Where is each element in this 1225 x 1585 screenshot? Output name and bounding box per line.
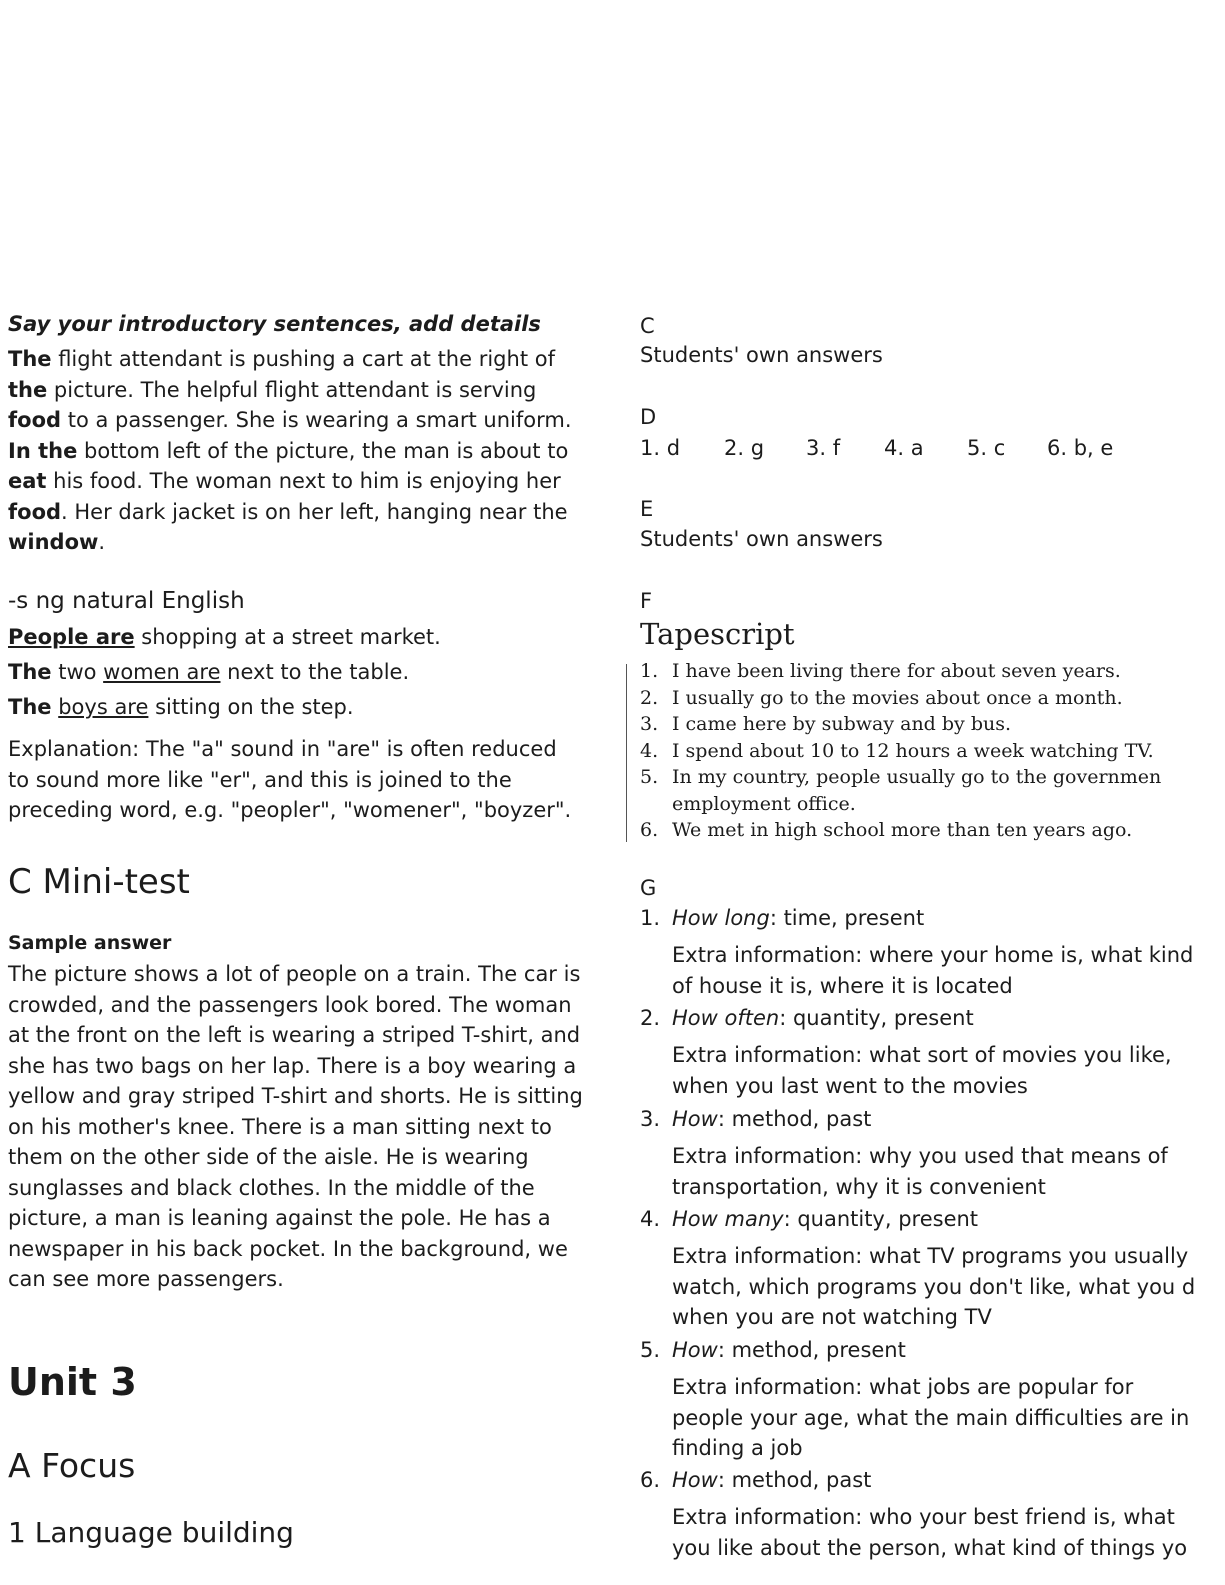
- minitest-heading: [8, 862, 190, 902]
- tape-number: 4.: [640, 739, 659, 762]
- g-extra: [672, 1040, 1172, 1101]
- g-item: [640, 1006, 974, 1030]
- natural-example-1: [8, 625, 441, 649]
- intro-line: [8, 344, 572, 375]
- natural-rest: sitting on the step.: [148, 695, 354, 719]
- g-rest: : method, past: [717, 1468, 872, 1492]
- g-item: [640, 1207, 978, 1231]
- intro-line: [8, 527, 572, 558]
- g-number: 3.: [640, 1107, 661, 1131]
- intro-line: [8, 466, 572, 497]
- g-extra-line: Extra information: what jobs are popular for: [672, 1375, 1134, 1399]
- g-item: [640, 1338, 906, 1362]
- language-building-heading: 1 Language building: [8, 1516, 294, 1549]
- tape-text: We met in high school more than ten years ago.: [672, 819, 1133, 841]
- intro-lead: window: [8, 530, 99, 554]
- tape-line: [640, 685, 1161, 712]
- intro-rest: picture. The helpful flight attendant is serving: [47, 377, 537, 402]
- natural-lead: The: [8, 660, 52, 684]
- intro-rest: bottom left of the picture, the man is about to: [77, 438, 569, 463]
- natural-rest: next to the table.: [220, 660, 410, 684]
- natural-mid: two: [51, 660, 104, 684]
- tape-number: 1.: [640, 660, 659, 682]
- g-item: [640, 906, 924, 930]
- g-question: How many: [672, 1207, 784, 1231]
- tapescript-list: [640, 658, 1161, 844]
- intro-line: [8, 497, 572, 528]
- g-question: How: [672, 1107, 718, 1131]
- intro-paragraph: [8, 344, 572, 558]
- tape-line: [640, 764, 1161, 791]
- sample-line: can see more passengers.: [8, 1267, 284, 1291]
- section-g-label: G: [640, 876, 657, 900]
- tape-line: [640, 711, 1161, 738]
- sample-line: The picture shows a lot of people on a train. The car is: [8, 962, 581, 986]
- sample-line: crowded, and the passengers look bored. The woman: [8, 992, 572, 1017]
- natural-english-heading: -s ng natural English: [8, 588, 245, 614]
- intro-line: [8, 375, 572, 406]
- g-extra-line: when you are not watching TV: [672, 1305, 992, 1329]
- g-extra-line: finding a job: [672, 1436, 803, 1460]
- answer-item: 3. f: [806, 436, 841, 460]
- tape-text: I have been living there for about seven years.: [672, 660, 1121, 682]
- intro-rest: his food. The woman next to him is enjoying her: [46, 469, 561, 493]
- answer-item: 5. c: [967, 436, 1006, 460]
- g-question: How often: [672, 1006, 780, 1030]
- natural-example-3: [8, 695, 354, 719]
- tape-text: In my country, people usually go to the governmen: [672, 766, 1162, 788]
- g-number: 2.: [640, 1006, 661, 1030]
- natural-lead: The: [8, 695, 52, 719]
- tapescript-rule: [626, 664, 627, 842]
- answer-item: 4. a: [884, 436, 924, 460]
- natural-underlined: People are: [8, 625, 135, 649]
- explanation: [8, 734, 571, 826]
- sample-line: sunglasses and black clothes. In the middle of the: [8, 1175, 535, 1200]
- g-number: 5.: [640, 1338, 661, 1362]
- focus-heading: A Focus: [8, 1446, 136, 1485]
- g-extra: [672, 1141, 1168, 1202]
- intro-lead: food: [8, 408, 62, 432]
- sample-answer-paragraph: [8, 959, 583, 1295]
- explanation-line: Explanation: The "a" sound in "are" is often reduced: [8, 737, 557, 761]
- g-question: How: [672, 1468, 718, 1492]
- intro-rest: to a passenger. She is wearing a smart uniform.: [61, 408, 572, 432]
- answer-item: 1. d: [640, 436, 681, 460]
- intro-line: [8, 436, 572, 467]
- intro-line: [8, 405, 572, 436]
- minitest-heading-text: C Mini-test: [8, 862, 190, 902]
- sample-line: them on the other side of the aisle. He is wearing: [8, 1145, 529, 1169]
- natural-rest: shopping at a street market.: [134, 625, 441, 649]
- sample-line: newspaper in his back pocket. In the background, we: [8, 1236, 568, 1261]
- tape-number: 2.: [640, 686, 659, 709]
- intro-lead: food: [8, 499, 62, 524]
- intro-rest: .: [98, 530, 106, 554]
- g-extra: [672, 1372, 1189, 1464]
- intro-rest: . Her dark jacket is on her left, hanging near the: [61, 499, 568, 524]
- g-rest: : method, present: [717, 1338, 906, 1362]
- g-extra: [672, 1241, 1195, 1333]
- section-e-label: E: [640, 497, 654, 521]
- section-c-label: C: [640, 314, 655, 338]
- g-extra-line: transportation, why it is convenient: [672, 1174, 1046, 1199]
- sample-line: she has two bags on her lap. There is a boy wearing a: [8, 1053, 577, 1078]
- g-extra: [672, 940, 1193, 1001]
- tape-line: [640, 738, 1161, 765]
- g-extra-line: people your age, what the main difficulties are in: [672, 1405, 1190, 1430]
- g-extra-line: Extra information: why you used that means of: [672, 1144, 1168, 1168]
- g-rest: : quantity, present: [783, 1207, 979, 1231]
- g-question: How long: [672, 906, 770, 930]
- sample-answer-label: Sample answer: [8, 932, 172, 954]
- section-d-answers: [640, 436, 1113, 460]
- section-f-label: F: [640, 589, 653, 613]
- g-number: 6.: [640, 1468, 661, 1492]
- tape-number: 6.: [640, 819, 659, 841]
- g-extra: [672, 1502, 1187, 1563]
- g-number: 1.: [640, 906, 661, 930]
- explanation-line: to sound more like "er", and this is joined to the: [8, 767, 512, 792]
- g-extra-line: Extra information: what TV programs you usually: [672, 1244, 1189, 1268]
- answer-item: 2. g: [724, 436, 765, 460]
- g-number: 4.: [640, 1207, 661, 1231]
- g-extra-line: you like about the person, what kind of things yo: [672, 1535, 1188, 1560]
- unit-heading: Unit 3: [8, 1360, 137, 1404]
- sample-line: picture, a man is leaning against the pole. He has a: [8, 1206, 551, 1230]
- section-e-text: Students' own answers: [640, 527, 883, 551]
- section-d-label: D: [640, 405, 657, 429]
- g-rest: : time, present: [769, 906, 925, 930]
- tape-text: I spend about 10 to 12 hours a week watching TV.: [672, 739, 1154, 762]
- g-extra-line: Extra information: who your best friend is, what: [672, 1505, 1175, 1529]
- g-extra-line: Extra information: where your home is, what kind: [672, 943, 1194, 967]
- natural-underlined: boys are: [58, 695, 149, 719]
- tapescript-title: Tapescript: [640, 617, 795, 651]
- intro-heading-text: Say your introductory sentences, add details: [8, 312, 541, 336]
- sample-line: yellow and gray striped T-shirt and shorts. He is sitting: [8, 1084, 583, 1108]
- g-item: [640, 1107, 871, 1131]
- sample-line: at the front on the left is wearing a striped T-shirt, and: [8, 1023, 581, 1047]
- intro-rest: flight attendant is pushing a cart at the right of: [51, 347, 555, 371]
- tape-number: 3.: [640, 713, 659, 735]
- g-extra-line: watch, which programs you don't like, what you d: [672, 1274, 1196, 1299]
- natural-underlined: women are: [103, 660, 221, 684]
- g-question: How: [672, 1338, 718, 1362]
- tape-text: I usually go to the movies about once a month.: [672, 686, 1123, 709]
- intro-heading: [8, 312, 541, 336]
- intro-lead: The: [8, 347, 52, 371]
- intro-lead: the: [8, 377, 48, 402]
- natural-example-2: [8, 660, 409, 684]
- sample-line: on his mother's knee. There is a man sitting next to: [8, 1114, 552, 1139]
- tape-text: I came here by subway and by bus.: [672, 713, 1012, 735]
- section-c-text: Students' own answers: [640, 343, 883, 367]
- g-rest: : quantity, present: [779, 1006, 974, 1030]
- tape-line-cont: employment office.: [672, 792, 856, 815]
- g-extra-line: of house it is, where it is located: [672, 973, 1013, 998]
- explanation-line: preceding word, e.g. "peopler", "womener", "boyzer".: [8, 798, 572, 822]
- g-item: [640, 1468, 871, 1492]
- answer-item: 6. b, e: [1047, 436, 1114, 460]
- g-rest: : method, past: [717, 1107, 872, 1131]
- intro-lead: In the: [8, 438, 78, 463]
- g-extra-line: Extra information: what sort of movies you like,: [672, 1043, 1172, 1067]
- g-extra-line: when you last went to the movies: [672, 1073, 1028, 1098]
- intro-lead: eat: [8, 469, 47, 493]
- tape-line: [640, 817, 1161, 844]
- tape-number: 5.: [640, 766, 659, 788]
- tape-line: [640, 658, 1161, 685]
